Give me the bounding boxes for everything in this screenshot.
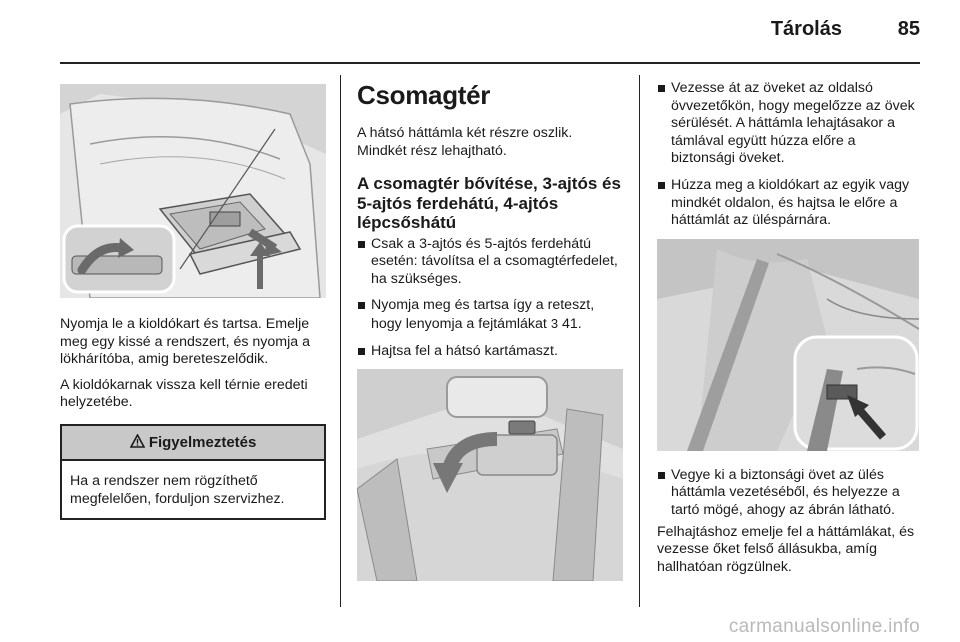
warning-header [62, 426, 324, 461]
warning-text: Ha a rendszer nem rögzíthető megfelelően, forduljon szervizhez. [70, 472, 285, 507]
bullet-list [657, 467, 919, 520]
list-item: Vezesse át az öveket az oldalsó övvezetőkön, hogy megelőzze az övek sérülését. A háttámla lehajtásakor a támlával együtt húzza előre a biztonsági öveket. [657, 80, 919, 168]
watermark: carmanualsonline.info [728, 616, 920, 637]
section-intro: A hátsó háttámla két részre oszlik. Mindkét rész lehajtható. [357, 125, 573, 159]
section-heading: Csomagtér [357, 80, 491, 110]
middle-column [357, 80, 623, 581]
subsection-heading: A csomagtér bővítése, 3-ajtós és 5-ajtós ferdehátú, 4-ajtós lépcsőshátú [357, 174, 621, 233]
bullet-list [657, 80, 919, 230]
bullet-square-icon [358, 348, 365, 355]
seatbelt-routing-illustration [657, 239, 919, 451]
header-rule [60, 62, 920, 64]
warning-title: Figyelmeztetés [148, 433, 257, 451]
list-item: Vegye ki a biztonsági övet az ülés háttámla vezetéséből, és helyezze a tartó mögé, ahogy az ábrán látható. [657, 467, 919, 520]
warning-box [60, 424, 326, 520]
left-column [60, 84, 326, 520]
bullet-square-icon [658, 182, 665, 189]
headrest-lock-illustration [357, 369, 623, 581]
bullet-square-icon [658, 85, 665, 92]
list-item: Hajtsa fel a hátsó kartámaszt. [357, 343, 623, 361]
restore-paragraph: Felhajtáshoz emelje fel a háttámlákat, és vezesse őket felső állásukba, amíg hallhatóan rögzülnek. [657, 523, 915, 575]
page-title: Tárolás [770, 18, 842, 40]
warning-triangle-icon [130, 434, 145, 448]
bullet-square-icon [358, 241, 365, 248]
list-item: Nyomja meg és tartsa így a reteszt, hogy lenyomja a fejtámlákat 3 41. [357, 297, 623, 333]
column-divider-left [340, 75, 341, 607]
lever-return-paragraph: A kioldókarnak vissza kell térnie eredeti helyzetébe. [60, 376, 308, 411]
list-item: Csak a 3-ajtós és 5-ajtós ferdehátú esetén: távolítsa el a csomagtérfedelet, ha szükséges. [357, 236, 623, 289]
bullet-list [357, 236, 623, 361]
bullet-square-icon [658, 472, 665, 479]
right-column [657, 80, 919, 584]
release-lever-illustration [60, 84, 326, 298]
column-divider-right [639, 75, 640, 607]
page-number: 85 [897, 18, 920, 40]
bullet-square-icon [358, 302, 365, 309]
cross-reference-arrow-icon: 3 [550, 316, 559, 332]
cross-reference-page[interactable]: 41. [562, 316, 582, 333]
instruction-paragraph: Nyomja le a kioldókart és tartsa. Emelje meg egy kissé a rendszert, és nyomja a lökhárítóba, amig bereteszelődik. [60, 316, 310, 368]
list-item: Húzza meg a kioldókart az egyik vagy mindkét oldalon, és hajtsa le előre a háttámlát az üléspárnára. [657, 177, 919, 230]
